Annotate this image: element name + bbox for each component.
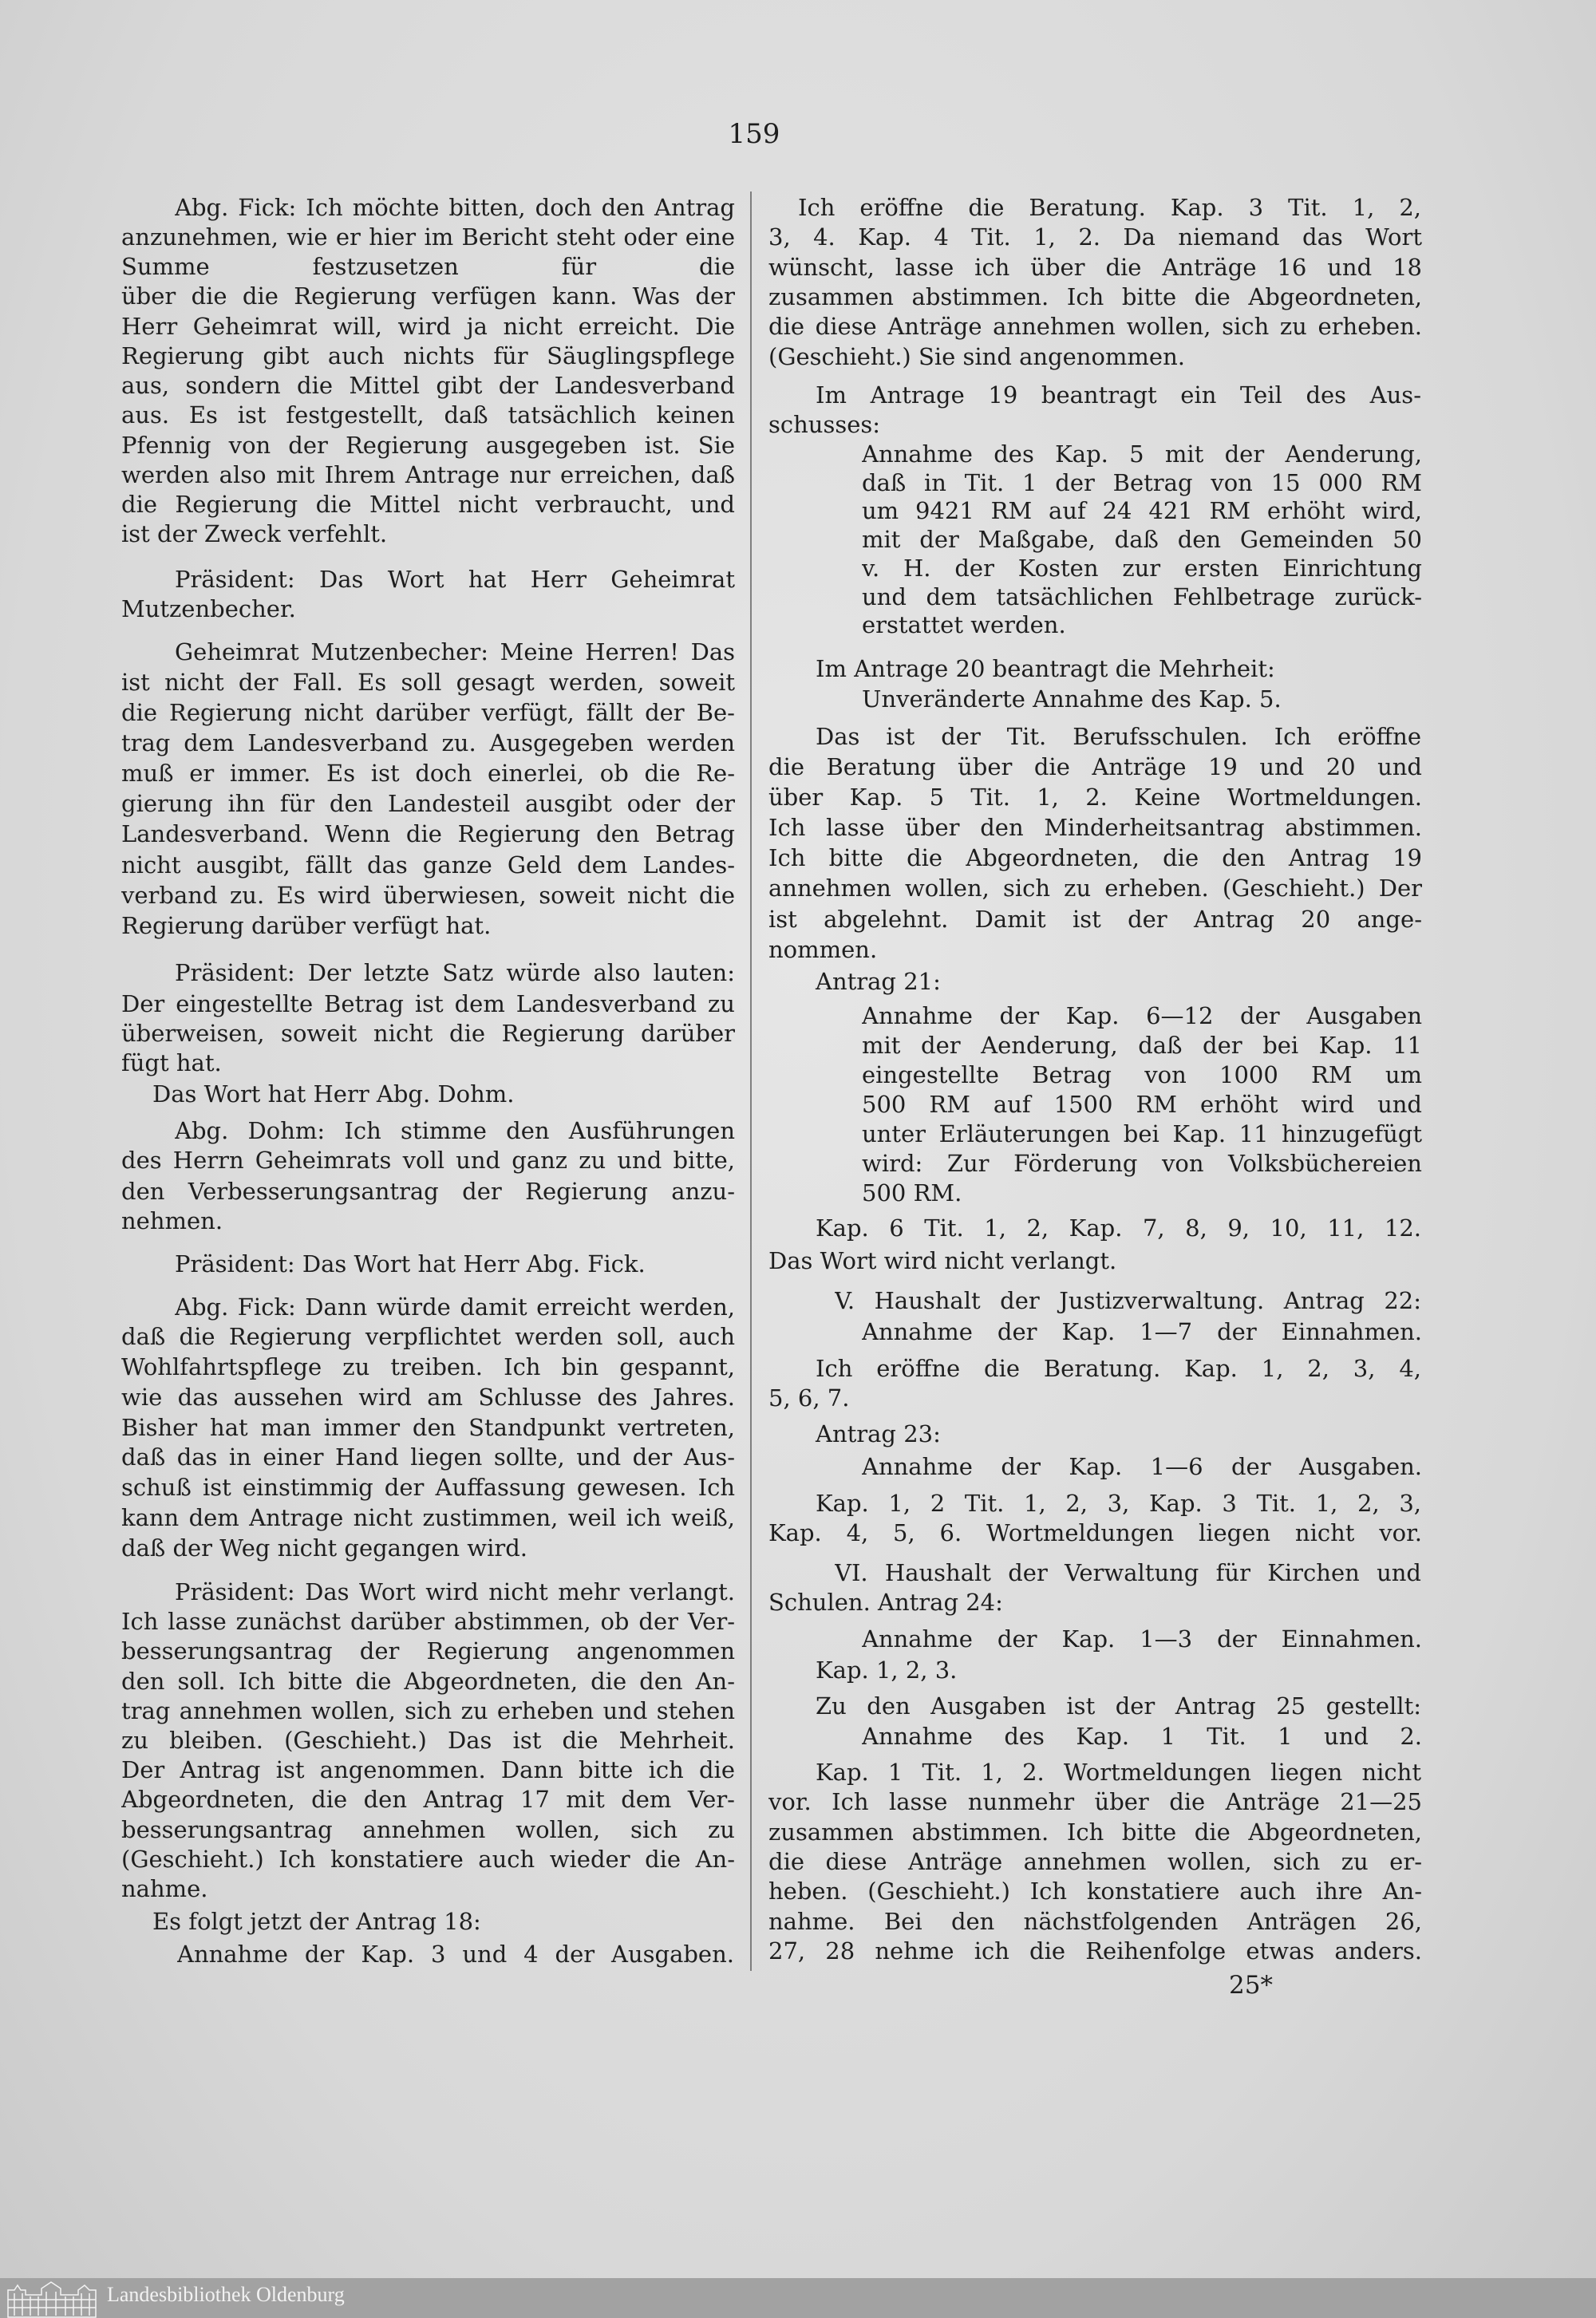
text-line: Abgeordneten, die den Antrag 17 mit dem Ver- [121,1786,735,1813]
text-line: annehmen wollen, sich zu erheben. (Geschieht.) Der [768,875,1422,902]
text-line: Das Wort wird nicht verlangt. [768,1247,1117,1274]
text-line: (Geschieht.) Ich konstatiere auch wieder die An- [121,1846,735,1873]
text-line: zu bleiben. (Geschieht.) Das ist die Mehrheit. [121,1727,735,1754]
text-line: Pfennig von der Regierung ausgegeben ist. Sie [121,432,735,459]
text-line: Das ist der Tit. Berufsschulen. Ich eröffne [816,723,1421,750]
text-line: Präsident: Das Wort hat Herr Abg. Fick. [175,1250,646,1277]
text-line: über Kap. 5 Tit. 1, 2. Keine Wortmeldungen. [768,784,1422,811]
text-line: Ich eröffne die Beratung. Kap. 1, 2, 3, 4, [816,1355,1421,1382]
text-line: aus. Es ist festgestellt, daß tatsächlich keinen [121,401,735,428]
text-line: besserungsantrag der Regierung angenommen [121,1637,735,1664]
text-line: 5, 6, 7. [768,1384,850,1412]
text-line: unter Erläuterungen bei Kap. 11 hinzugefügt [862,1120,1422,1147]
text-line: Der eingestellte Betrag ist dem Landesverband zu [121,990,735,1017]
text-line: wünscht, lasse ich über die Anträge 16 und 18 [768,254,1422,281]
text-line: 500 RM. [862,1179,962,1206]
text-line: mit der Maßgabe, daß den Gemeinden 50 [862,526,1422,553]
text-line: V. Haushalt der Justizverwaltung. Antrag 22: [835,1287,1421,1314]
text-line: Abg. Fick: Dann würde damit erreicht werden, [175,1293,735,1321]
text-line: schuß ist einstimmig der Auffassung gewesen. Ich [121,1474,735,1501]
text-line: Mutzenbecher. [121,595,296,622]
text-line: mit der Aenderung, daß der bei Kap. 11 [862,1032,1422,1059]
text-line: überweisen, soweit nicht die Regierung darüber [121,1020,735,1047]
text-line: Unveränderte Annahme des Kap. 5. [862,685,1282,713]
text-line: heben. (Geschieht.) Ich konstatiere auch ihre An- [768,1878,1422,1905]
text-line: besserungsantrag annehmen wollen, sich zu [121,1816,735,1843]
text-line: Der Antrag ist angenommen. Dann bitte ich die [121,1756,735,1783]
text-line: Zu den Ausgaben ist der Antrag 25 gestellt: [816,1692,1421,1720]
text-line: Annahme des Kap. 5 mit der Aenderung, [862,440,1422,468]
text-line: Annahme der Kap. 3 und 4 der Ausgaben. [177,1941,734,1968]
text-line: Annahme der Kap. 6—12 der Ausgaben [862,1002,1422,1029]
text-line: Annahme der Kap. 1—3 der Einnahmen. [862,1625,1422,1653]
text-line: wird: Zur Förderung von Volksbüchereien [862,1150,1422,1177]
text-line: daß das in einer Hand liegen sollte, und der Aus- [121,1443,735,1471]
text-line: die Beratung über die Anträge 19 und 20 und [768,753,1422,780]
text-line: kann dem Antrage nicht zustimmen, weil ich weiß, [121,1504,735,1531]
text-line: Kap. 6 Tit. 1, 2, Kap. 7, 8, 9, 10, 11, 12. [816,1214,1421,1242]
text-line: 27, 28 nehme ich die Reihenfolge etwas anders. [768,1937,1422,1965]
text-line: wie das aussehen wird am Schlusse des Jahres. [121,1384,735,1411]
text-line: die diese Anträge annehmen wollen, sich zu er- [768,1848,1422,1875]
text-line: Annahme der Kap. 1—6 der Ausgaben. [862,1453,1422,1480]
text-line: Bisher hat man immer den Standpunkt vertreten, [121,1414,735,1441]
text-line: Im Antrage 20 beantragt die Mehrheit: [816,655,1275,682]
text-line: ist der Zweck verfehlt. [121,520,388,547]
text-line: trag dem Landesverband zu. Ausgegeben werden [121,729,735,756]
text-line: Ich lasse über den Minderheitsantrag abstimmen. [768,814,1422,841]
text-line: Annahme der Kap. 1—7 der Einnahmen. [862,1318,1422,1345]
text-line: Kap. 1, 2 Tit. 1, 2, 3, Kap. 3 Tit. 1, 2, 3, [816,1490,1421,1517]
text-line: werden also mit Ihrem Antrage nur erreichen, daß [121,461,735,488]
text-line: die Regierung die Mittel nicht verbraucht, und [121,491,735,518]
text-line: nahme. Bei den nächstfolgenden Anträgen 26, [768,1908,1422,1935]
text-line: daß in Tit. 1 der Betrag von 15 000 RM [862,469,1422,496]
text-line: Präsident: Das Wort wird nicht mehr verlangt. [175,1578,735,1605]
text-line: eingestellte Betrag von 1000 RM um [862,1061,1422,1088]
text-line: zusammen abstimmen. Ich bitte die Abgeordneten, [768,283,1422,310]
text-line: Kap. 1, 2, 3. [816,1657,958,1684]
text-line: VI. Haushalt der Verwaltung für Kirchen und [835,1559,1421,1586]
text-line: 3, 4. Kap. 4 Tit. 1, 2. Da niemand das Wort [768,223,1422,251]
signature-mark: 25* [1229,1971,1273,2000]
text-line: nommen. [768,936,878,963]
text-line: verband zu. Es wird überwiesen, soweit nicht die [121,882,735,909]
column-divider [750,192,752,1971]
text-line: die Regierung nicht darüber verfügt, fällt der Be- [121,699,735,726]
text-line: Regierung darüber verfügt hat. [121,912,492,939]
text-line: Landesverband. Wenn die Regierung den Betrag [121,820,735,847]
text-line: Antrag 23: [816,1420,941,1447]
text-line: fügt hat. [121,1049,222,1076]
text-line: Im Antrage 19 beantragt ein Teil des Aus- [816,381,1421,409]
text-line: v. H. der Kosten zur ersten Einrichtung [862,555,1422,582]
text-line: gierung ihn für den Landesteil ausgibt oder der [121,790,735,817]
text-line: Kap. 4, 5, 6. Wortmeldungen liegen nicht vor. [768,1519,1422,1546]
text-line: ist abgelehnt. Damit ist der Antrag 20 ange- [768,906,1422,933]
text-line: zusammen abstimmen. Ich bitte die Abgeordneten, [768,1818,1422,1846]
text-line: Präsident: Das Wort hat Herr Geheimrat [175,566,735,593]
page-number: 159 [728,118,780,150]
text-line: schusses: [768,411,881,438]
text-line: Antrag 21: [816,968,941,995]
text-line: des Herrn Geheimrats voll und ganz zu und bitte, [121,1147,735,1174]
text-line: Abg. Dohm: Ich stimme den Ausführungen [175,1117,735,1144]
text-line: vor. Ich lasse nunmehr über die Anträge 21—25 [768,1788,1422,1815]
text-line: erstattet werden. [862,611,1066,638]
text-line: trag annehmen wollen, sich zu erheben und stehen [121,1697,735,1724]
text-line: den soll. Ich bitte die Abgeordneten, die den An- [121,1668,735,1695]
text-line: Das Wort hat Herr Abg. Dohm. [152,1080,515,1108]
text-line: Es folgt jetzt der Antrag 18: [152,1908,481,1935]
text-line: nehmen. [121,1207,223,1234]
text-line: und dem tatsächlichen Fehlbetrage zurück- [862,583,1422,610]
text-line: 500 RM auf 1500 RM erhöht wird und [862,1091,1422,1118]
text-line: muß er immer. Es ist doch einerlei, ob die Re- [121,760,735,787]
text-line: über die die Regierung verfügen kann. Was der [121,282,735,310]
text-line: nicht ausgibt, fällt das ganze Geld dem Landes- [121,851,735,879]
library-building-logo [5,2280,99,2318]
text-line: Wohlfahrtspflege zu treiben. Ich bin gespannt, [121,1353,735,1380]
text-line: Schulen. Antrag 24: [768,1589,1003,1616]
text-line: nahme. [121,1875,208,1902]
text-line: Geheimrat Mutzenbecher: Meine Herren! Das [175,638,735,665]
text-line: ist nicht der Fall. Es soll gesagt werden, soweit [121,669,735,696]
text-line: daß die Regierung verpflichtet werden soll, auch [121,1323,735,1350]
text-line: Annahme des Kap. 1 Tit. 1 und 2. [862,1723,1422,1750]
text-line: den Verbesserungsantrag der Regierung anzu- [121,1178,735,1205]
text-line: um 9421 RM auf 24 421 RM erhöht wird, [862,497,1422,524]
text-line: Herr Geheimrat will, wird ja nicht erreicht. Die [121,313,735,340]
text-line: Summe festzusetzen für die [121,253,735,280]
text-line: Ich lasse zunächst darüber abstimmen, ob der Ver- [121,1608,735,1635]
text-line: daß der Weg nicht gegangen wird. [121,1534,528,1562]
text-line: Regierung gibt auch nichts für Säuglingspflege [121,342,735,369]
text-line: die diese Anträge annehmen wollen, sich zu erheben. [768,313,1422,340]
text-line: Präsident: Der letzte Satz würde also lauten: [175,959,735,986]
text-line: Ich eröffne die Beratung. Kap. 3 Tit. 1, 2, [798,194,1421,221]
text-line: aus, sondern die Mittel gibt der Landesverband [121,372,735,399]
text-line: Kap. 1 Tit. 1, 2. Wortmeldungen liegen nicht [816,1759,1421,1786]
text-line: anzunehmen, wie er hier im Bericht steht oder eine [121,223,735,251]
text-line: Abg. Fick: Ich möchte bitten, doch den Antrag [175,194,735,221]
text-line: (Geschieht.) Sie sind angenommen. [768,343,1185,370]
text-line: Ich bitte die Abgeordneten, die den Antrag 19 [768,844,1422,871]
footer-library-name: Landesbibliothek Oldenburg [107,2283,345,2306]
